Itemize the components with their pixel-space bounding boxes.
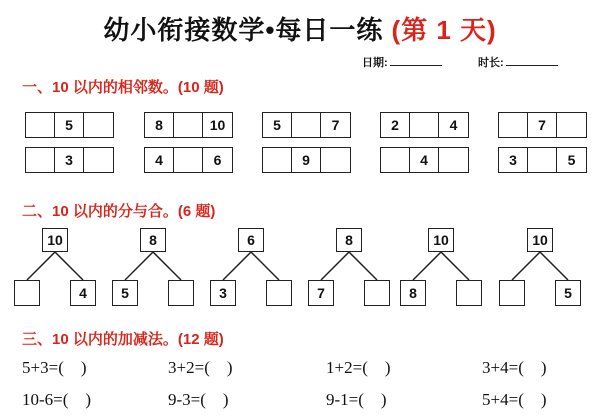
answer-box[interactable] bbox=[174, 148, 203, 172]
answer-box[interactable] bbox=[456, 280, 482, 306]
arithmetic-problem bbox=[168, 390, 229, 410]
answer-box[interactable] bbox=[26, 113, 55, 137]
branch-line bbox=[55, 252, 83, 280]
given-number: 5 bbox=[55, 113, 84, 137]
arithmetic-problem bbox=[22, 358, 87, 378]
section-arithmetic-title: 三、10 以内的加减法。(12 题) bbox=[22, 331, 224, 348]
answer-blank[interactable]: ( ) bbox=[362, 358, 391, 377]
date-blank-line[interactable] bbox=[390, 55, 442, 66]
answer-blank[interactable]: ( ) bbox=[518, 390, 547, 409]
expression-text: 9-1= bbox=[326, 390, 359, 409]
neighbor-triplet bbox=[498, 112, 587, 138]
page-title bbox=[0, 10, 600, 47]
total-box: 8 bbox=[336, 228, 362, 252]
date-field[interactable] bbox=[362, 54, 442, 70]
duration-field[interactable] bbox=[478, 54, 558, 70]
total-box: 8 bbox=[140, 228, 166, 252]
given-number: 3 bbox=[55, 148, 84, 172]
expression-text: 1+2= bbox=[326, 358, 363, 377]
answer-blank[interactable]: ( ) bbox=[58, 358, 87, 377]
answer-box[interactable] bbox=[266, 280, 292, 306]
given-number: 6 bbox=[213, 152, 222, 168]
answer-box[interactable] bbox=[292, 113, 321, 137]
split-diagram bbox=[10, 228, 100, 308]
answer-blank[interactable]: ( ) bbox=[200, 390, 229, 409]
answer-box[interactable] bbox=[381, 148, 410, 172]
total-box: 10 bbox=[527, 228, 553, 252]
answer-blank[interactable]: ( ) bbox=[204, 358, 233, 377]
branch-line bbox=[349, 252, 377, 280]
arithmetic-problem bbox=[22, 390, 91, 410]
answer-box[interactable] bbox=[14, 280, 40, 306]
given-number: 8 bbox=[145, 113, 174, 137]
expression-text: 5+4= bbox=[482, 390, 519, 409]
split-diagram bbox=[304, 228, 394, 308]
part-box: 5 bbox=[555, 280, 581, 306]
neighbor-triplet bbox=[262, 147, 351, 173]
branch-line bbox=[413, 252, 441, 280]
given-number: 10 bbox=[209, 117, 226, 133]
day-label: (第 1 天) bbox=[391, 15, 497, 45]
answer-box[interactable] bbox=[168, 280, 194, 306]
split-diagram bbox=[396, 228, 486, 308]
answer-box[interactable] bbox=[263, 148, 292, 172]
given-number: 4 bbox=[449, 117, 458, 133]
date-label: 日期: bbox=[362, 57, 388, 69]
branch-line bbox=[27, 252, 55, 280]
given-number: 3 bbox=[499, 148, 528, 172]
neighbor-triplet bbox=[144, 147, 233, 173]
part-box: 4 bbox=[70, 280, 96, 306]
section-neighbors-title: 一、10 以内的相邻数。(10 题) bbox=[22, 79, 224, 96]
title-text: 幼小衔接数学•每日一练 bbox=[103, 15, 384, 45]
neighbor-triplet bbox=[25, 147, 114, 173]
part-box: 3 bbox=[210, 280, 236, 306]
total-box: 10 bbox=[42, 228, 68, 252]
part-box: 8 bbox=[400, 280, 426, 306]
split-diagram bbox=[206, 228, 296, 308]
answer-box[interactable] bbox=[84, 148, 113, 172]
arithmetic-problem bbox=[482, 390, 547, 410]
branch-line bbox=[251, 252, 279, 280]
given-number: 5 bbox=[567, 152, 576, 168]
neighbor-triplet bbox=[25, 112, 114, 138]
given-number: 4 bbox=[145, 148, 174, 172]
answer-blank[interactable]: ( ) bbox=[358, 390, 387, 409]
duration-label: 时长: bbox=[478, 57, 504, 69]
expression-text: 9-3= bbox=[168, 390, 201, 409]
neighbor-triplet bbox=[262, 112, 351, 138]
branch-line bbox=[321, 252, 349, 280]
answer-box[interactable] bbox=[364, 280, 390, 306]
given-number: 2 bbox=[381, 113, 410, 137]
expression-text: 10-6= bbox=[22, 390, 63, 409]
given-number: 4 bbox=[410, 148, 439, 172]
answer-box[interactable] bbox=[499, 113, 528, 137]
arithmetic-problem bbox=[326, 358, 391, 378]
neighbor-triplet bbox=[144, 112, 233, 138]
answer-box[interactable] bbox=[499, 280, 525, 306]
branch-line bbox=[441, 252, 469, 280]
split-diagram bbox=[108, 228, 198, 308]
given-number: 5 bbox=[263, 113, 292, 137]
neighbor-triplet bbox=[380, 112, 469, 138]
answer-box[interactable] bbox=[528, 148, 557, 172]
answer-blank[interactable]: ( ) bbox=[518, 358, 547, 377]
section-splits-title: 二、10 以内的分与合。(6 题) bbox=[22, 203, 216, 220]
neighbor-triplet bbox=[498, 147, 587, 173]
answer-box[interactable] bbox=[439, 148, 468, 172]
duration-blank-line[interactable] bbox=[506, 55, 558, 66]
part-box: 5 bbox=[112, 280, 138, 306]
answer-box[interactable] bbox=[557, 113, 586, 137]
branch-line bbox=[153, 252, 181, 280]
arithmetic-problem bbox=[326, 390, 387, 410]
split-diagram bbox=[495, 228, 585, 308]
neighbor-triplet bbox=[380, 147, 469, 173]
expression-text: 3+2= bbox=[168, 358, 205, 377]
arithmetic-problem bbox=[168, 358, 233, 378]
answer-box[interactable] bbox=[84, 113, 113, 137]
branch-line bbox=[512, 252, 540, 280]
answer-box[interactable] bbox=[174, 113, 203, 137]
branch-line bbox=[125, 252, 153, 280]
given-number: 7 bbox=[528, 113, 557, 137]
given-number: 9 bbox=[292, 148, 321, 172]
expression-text: 3+4= bbox=[482, 358, 519, 377]
given-number: 7 bbox=[331, 117, 340, 133]
answer-blank[interactable]: ( ) bbox=[62, 390, 92, 409]
answer-box[interactable] bbox=[321, 148, 350, 172]
total-box: 10 bbox=[428, 228, 454, 252]
answer-box[interactable] bbox=[26, 148, 55, 172]
branch-line bbox=[540, 252, 568, 280]
answer-box[interactable] bbox=[410, 113, 439, 137]
arithmetic-problem bbox=[482, 358, 547, 378]
expression-text: 5+3= bbox=[22, 358, 59, 377]
total-box: 6 bbox=[238, 228, 264, 252]
branch-line bbox=[223, 252, 251, 280]
part-box: 7 bbox=[308, 280, 334, 306]
